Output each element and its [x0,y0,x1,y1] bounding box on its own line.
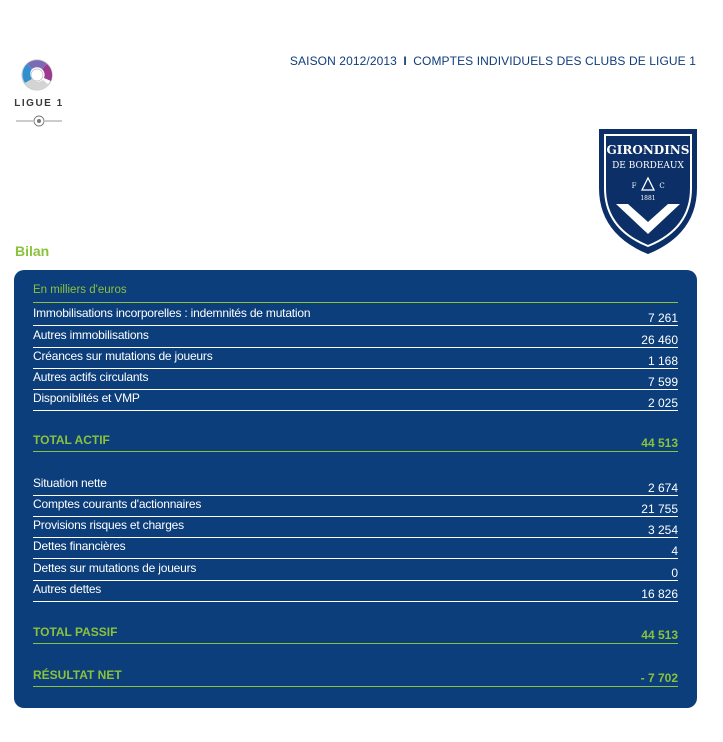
crest-letter-right: C [659,182,665,190]
balance-sheet-panel [14,270,697,708]
document-title [290,54,696,68]
row-label: Autres immobilisations [33,328,149,342]
title-separator: I [403,54,407,68]
table-row [33,474,678,496]
row-value: 16 826 [641,587,678,601]
title-topic: COMPTES INDIVIDUELS DES CLUBS DE LIGUE 1 [413,54,696,68]
crest-name-line2: DE BORDEAUX [612,161,684,171]
total-passif-row [33,623,678,644]
resultat-net-label: RÉSULTAT NET [33,668,122,682]
row-label: Créances sur mutations de joueurs [33,349,213,363]
units-label: En milliers d'euros [33,284,127,296]
row-value: 7 261 [647,311,678,325]
total-actif-row [33,431,678,452]
row-value: 2 025 [647,396,678,410]
row-value: 4 [671,544,678,558]
units-divider [33,302,678,303]
table-row [33,516,678,538]
crest-name-line1: GIRONDINS [606,143,690,157]
table-row [33,495,678,517]
ligue1-ball-icon [20,57,54,93]
row-label: Dettes sur mutations de joueurs [33,561,197,575]
row-label: Dettes financières [33,539,126,553]
table-row [33,326,678,348]
crest-year: 1881 [640,195,656,202]
resultat-net-value: - 7 702 [640,671,678,685]
row-value: 3 254 [647,523,678,537]
season-label: SAISON 2012/2013 [289,54,397,68]
ligue1-wordmark: LIGUE 1 [14,98,64,109]
table-row [33,304,678,326]
row-value: 0 [671,566,678,580]
ligue1-logo [12,52,66,132]
row-value: 26 460 [641,333,678,347]
row-value: 7 599 [647,375,678,389]
row-value: 21 755 [641,502,678,516]
total-passif-value: 44 513 [641,628,678,642]
total-actif-value: 44 513 [641,436,678,450]
table-row [33,537,678,559]
row-value: 2 674 [647,481,678,495]
row-label: Immobilisations incorporelles : indemnités de mutation [33,306,311,320]
girondins-crest-icon [596,126,700,256]
row-label: Comptes courants d'actionnaires [33,497,202,511]
row-label: Autres dettes [33,582,102,596]
total-actif-label: TOTAL ACTIF [33,433,110,447]
row-label: Disponiblités et VMP [33,391,140,405]
resultat-net-row [33,666,678,687]
section-title: Bilan [15,243,50,259]
table-row [33,368,678,390]
crest-letter-left: F [631,182,637,190]
row-value: 1 168 [647,354,678,368]
row-label: Provisions risques et charges [33,518,184,532]
total-passif-label: TOTAL PASSIF [33,625,118,639]
table-row [33,559,678,581]
ligue1-emblem-icon [14,114,64,128]
table-row [33,580,678,602]
table-row [33,389,678,411]
table-row [33,347,678,369]
row-label: Situation nette [33,476,107,490]
row-label: Autres actifs circulants [33,370,149,384]
